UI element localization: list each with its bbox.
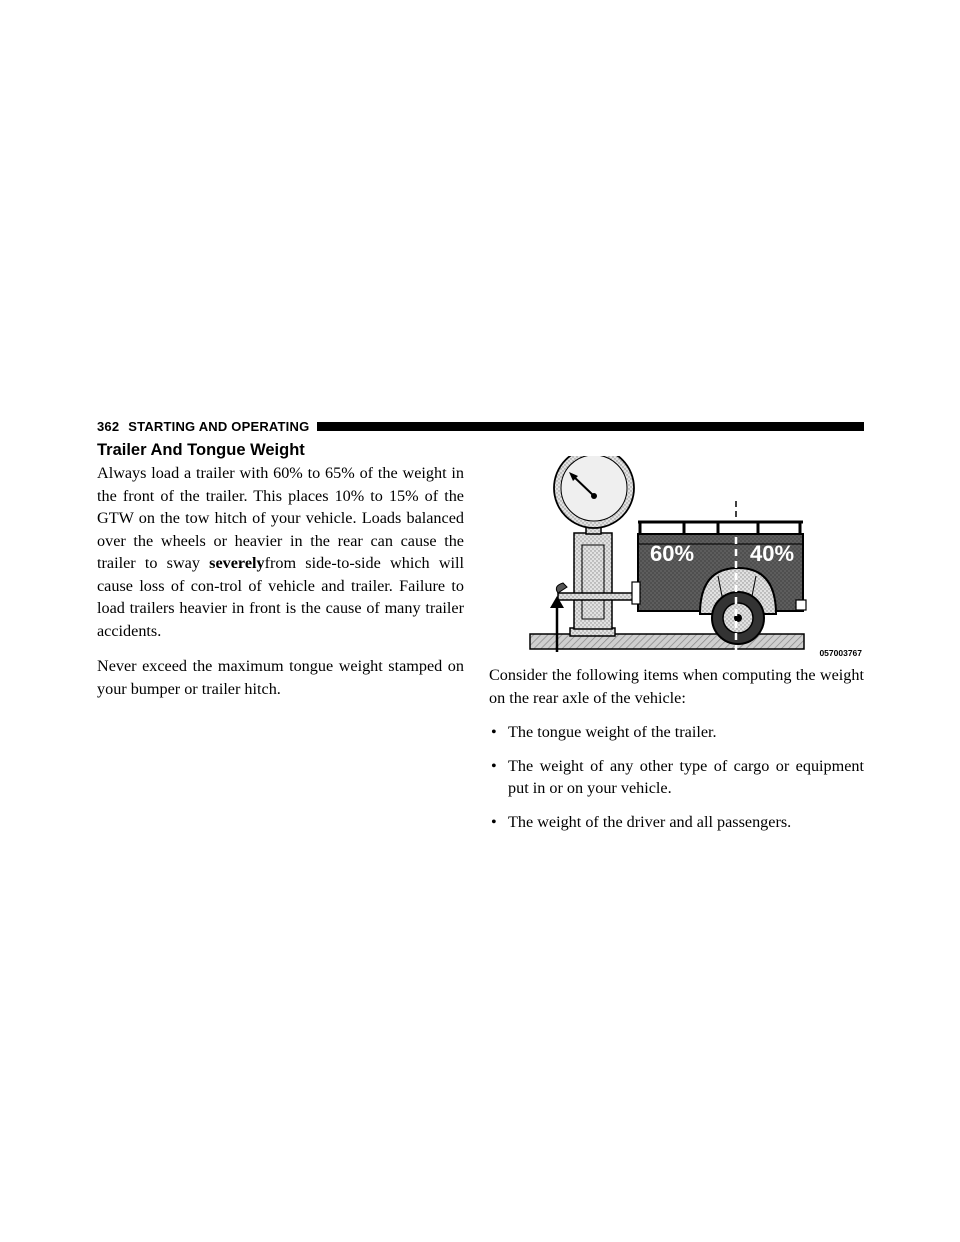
paragraph-tongue-weight: Never exceed the maximum tongue weight stamped on your bumper or trailer hitch.	[97, 657, 464, 698]
front-weight-label: 60%	[650, 541, 695, 566]
section-title: STARTING AND OPERATING	[128, 418, 310, 434]
list-item	[489, 721, 864, 744]
trailer-weight-figure	[528, 456, 864, 662]
paragraph-text: from side-to-side which will cause loss of con-trol of vehicle and trailer. Failure to load trailers heavier in front is the cause of many trailer accidents.	[97, 554, 464, 640]
header-rule	[317, 422, 864, 431]
section-heading: Trailer And Tongue Weight	[97, 441, 305, 459]
list-item-text: The weight of any other type of cargo or equipment put in or on your vehicle.	[508, 756, 864, 797]
gauge-dial	[561, 456, 627, 521]
paragraph-trailer-loading	[97, 462, 464, 642]
emphasis-text: severely	[209, 554, 265, 572]
paragraph-text: Always load a trailer with 60% to 65% of the weight in the front of the trailer. This places 10% to 15% of the GTW on the tow hitch of your vehicle. Loads balanced over the wheels or heavier in the rear can cause the trailer to sway	[97, 464, 464, 572]
list-item-text: The tongue weight of the trailer.	[508, 723, 717, 741]
trailer-weight-illustration	[528, 456, 864, 662]
figure-code: 057003767	[819, 648, 862, 658]
list-item-text: The weight of the driver and all passengers.	[508, 812, 792, 831]
trailer-tail-light	[796, 600, 806, 610]
page-number: 362	[97, 418, 120, 434]
rear-weight-label: 40%	[750, 541, 795, 566]
bullet-icon: •	[491, 723, 497, 741]
bullet-icon: •	[491, 812, 497, 831]
rear-axle-intro: Consider the following items when computing the weight on the rear axle of the vehicle:	[489, 666, 864, 707]
right-column	[489, 664, 864, 844]
bullet-icon: •	[491, 756, 497, 775]
scale-post-panel	[582, 545, 604, 619]
rear-axle-list	[489, 721, 864, 833]
gauge-pivot	[591, 493, 597, 499]
list-item	[489, 811, 864, 834]
hitch-coupler	[556, 583, 567, 593]
trailer-front-plate	[632, 582, 640, 604]
page-header	[97, 417, 864, 435]
list-item	[489, 755, 864, 800]
left-column	[97, 462, 464, 713]
